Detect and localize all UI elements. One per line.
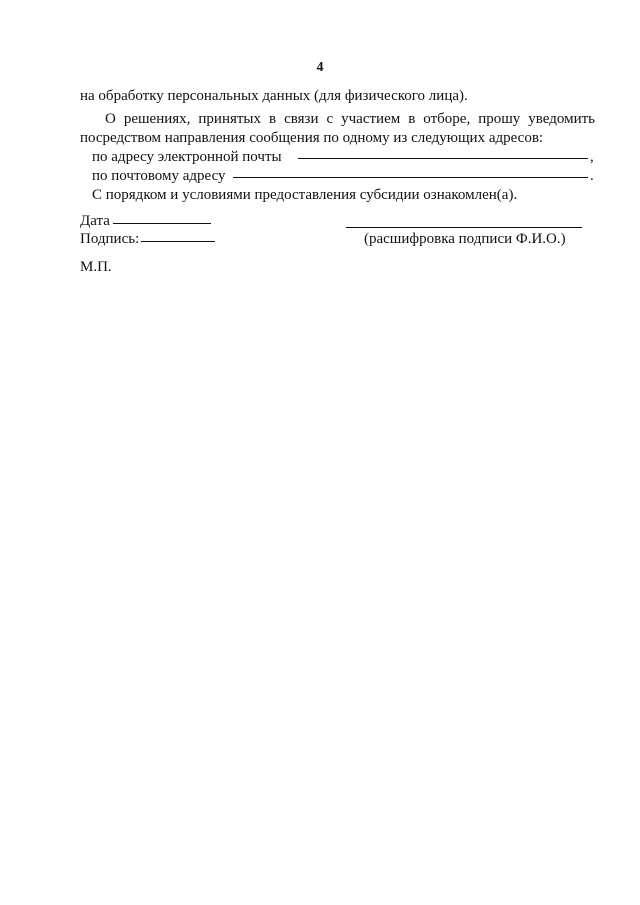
postal-address-field[interactable] <box>233 177 588 178</box>
stamp-place-label: М.П. <box>80 259 112 275</box>
email-address-field[interactable] <box>298 158 588 159</box>
signature-field[interactable] <box>141 241 215 242</box>
postal-label: по почтовому адресу <box>92 168 226 184</box>
postal-address-row <box>80 167 600 185</box>
signature-decode-caption: (расшифровка подписи Ф.И.О.) <box>364 231 566 247</box>
signature-decode-line[interactable] <box>346 227 582 228</box>
email-punctuation: , <box>590 149 594 165</box>
paragraph-personal-data: на обработку персональных данных (для физического лица). <box>80 88 468 104</box>
date-row <box>80 212 240 230</box>
paragraph-decisions-line1: О решениях, принятых в связи с участием в отборе, прошу уведомить <box>105 111 595 127</box>
signature-label: Подпись: <box>80 231 140 247</box>
date-label: Дата <box>80 213 110 229</box>
date-field[interactable] <box>113 223 211 224</box>
page-number: 4 <box>316 60 324 75</box>
paragraph-decisions-line2: посредством направления сообщения по одному из следующих адресов: <box>80 130 544 146</box>
postal-punctuation: . <box>590 168 594 184</box>
email-label: по адресу электронной почты <box>92 149 282 165</box>
consent-statement: С порядком и условиями предоставления субсидии ознакомлен(а). <box>92 187 518 203</box>
email-address-row <box>80 148 600 166</box>
signature-row <box>80 230 240 248</box>
